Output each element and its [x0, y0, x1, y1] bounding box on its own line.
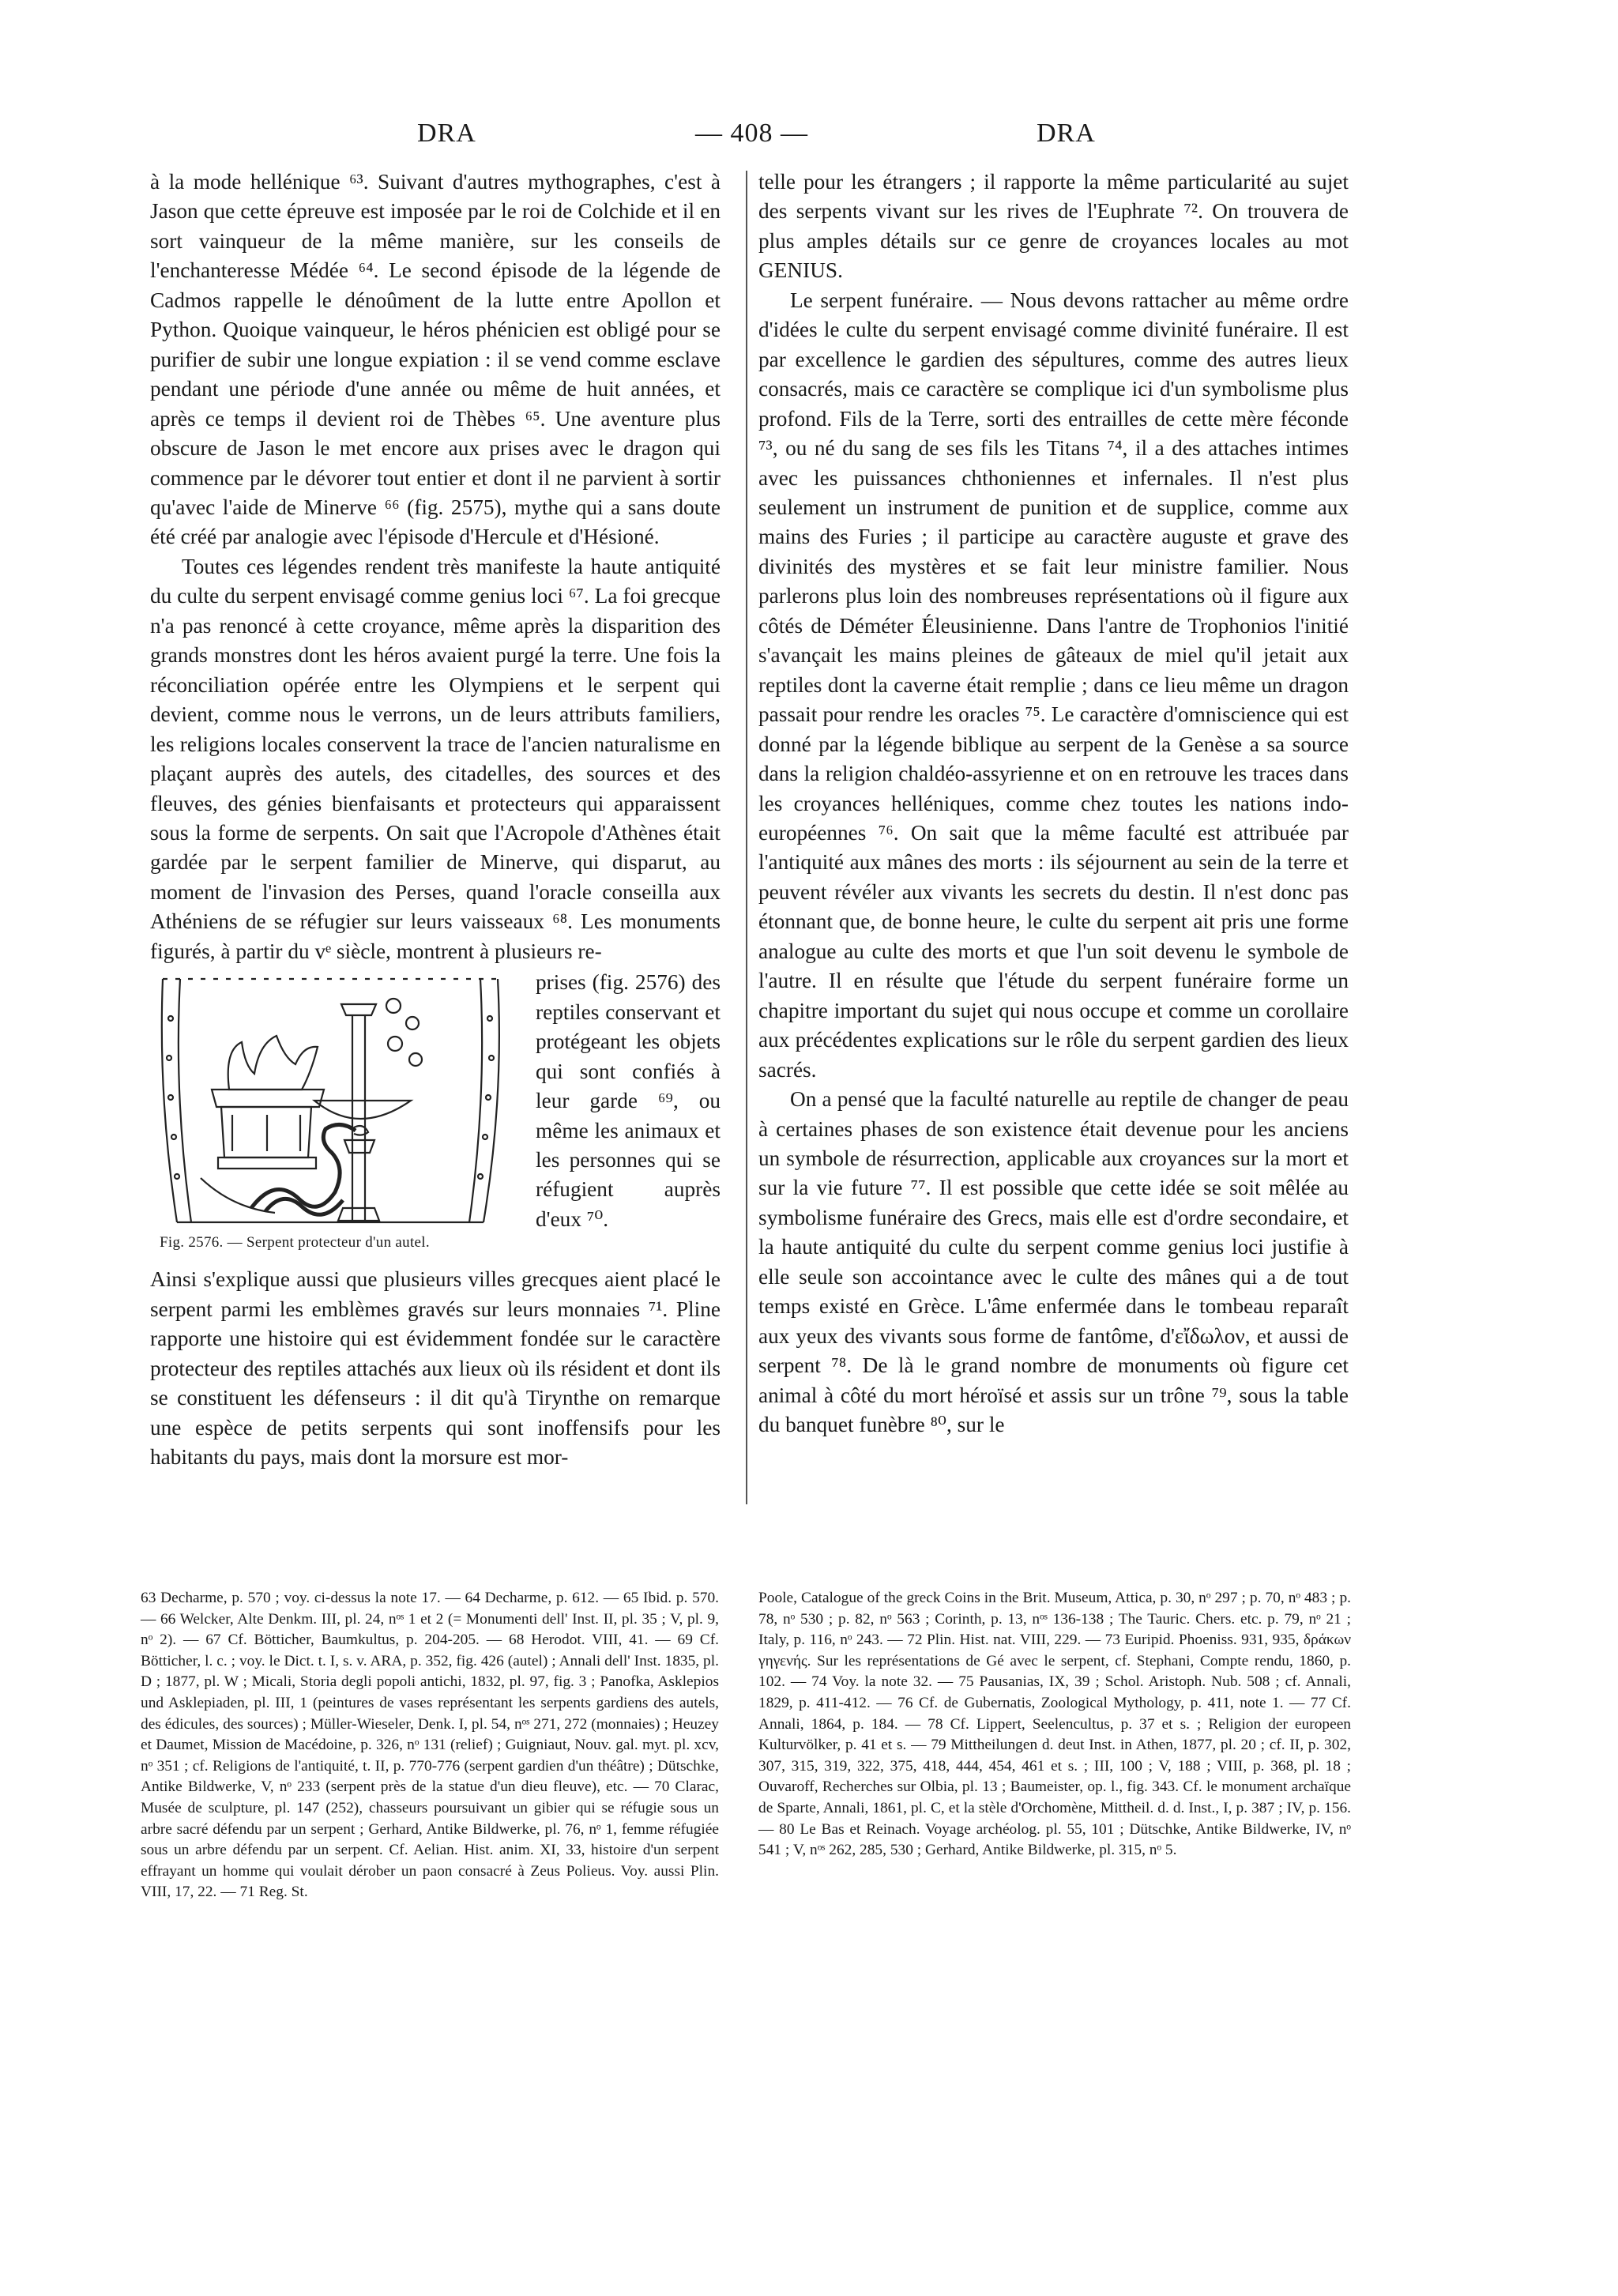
altar-serpent-illustration: [156, 971, 504, 1229]
paragraph: Toutes ces légendes rendent très manifeste la haute antiquité du culte du serpent envisagé comme genius loci ⁶⁷. La foi grecque n'a pas renoncé à cette croyance, même après la disparition des grands monstres dont les héros avaient purgé la terre. Une fois la réconciliation opérée entre les Olympiens et le serpent qui devient, comme nous le verrons, un de leurs attributs familiers, les religions locales conservent la trace de l'ancien naturalisme en plaçant auprès des autels, des citadelles, des sources et des fleuves, des génies bienfaisants et protecteurs qui apparaissent sous la forme de serpents. On sait que l'Acropole d'Athènes était gardée par le serpent familier de Minerve, qui disparut, au moment de l'invasion des Perses, quand l'oracle conseilla aux Athéniens de se réfugier sur leurs vaisseaux ⁶⁸. Les monuments figurés, à partir du vᵉ siècle, montrent à plusieurs re-: [150, 554, 721, 963]
paragraph-wrap-text: prises (fig. 2576) des reptiles conservant et protégeant les objets qui sont confiés à leur garde ⁶⁹, ou même les animaux et les personnes qui se réfugient auprès d'eux ⁷⁰.: [536, 970, 721, 1231]
footnotes-right: Poole, Catalogue of the greck Coins in the Brit. Museum, Attica, p. 30, nᵒ 297 ; p. 70, nᵒ 483 ; p. 78, nᵒ 530 ; p. 82, nᵒ 563 ; Corinth, p. 13, nᵒˢ 136-138 ; The Tauric. Chers. etc. p. 79, nᵒ 21 ; Italy, p. 116, nᵒ 243. — 72 Plin. Hist. nat. VIII, 229. — 73 Euripid. Phoeniss. 931, 935, δράκων γηγενής. Sur les représentations de Gé avec le serpent, cf. Stephani, Compte rendu, 1860, p. 102. — 74 Voy. la note 32. — 75 Pausanias, IX, 39 ; Schol. Aristoph. Nub. 508 ; cf. Annali, 1829, p. 411-412. — 76 Cf. de Gubernatis, Zoological Mythology, p. 411, note 1. — 77 Cf. Annali, 1864, p. 184. — 78 Cf. Lippert, Seelencultus, p. 37 et s. ; Religion der europeen Kulturvölker, p. 41 et s. — 79 Mittheilungen d. deut Inst. in Athen, 1877, pl. 20 ; cf. II, p. 302, 307, 315, 319, 322, 375, 418, 444, 454, 461 et s. ; III, 100 ; V, 188 ; VIII, p. 368, pl. 18 ; Ouvaroff, Recherches sur Olbia, pl. 13 ; Baumeister, op. l., fig. 343. Cf. le monument archaïque de Sparte, Annali, 1861, pl. C, et la stèle d'Orchomène, Mittheil. d. d. Inst., I, p. 387 ; IV, p. 156. — 80 Le Bas et Reinach. Voyage archéolog. pl. 55, 101 ; Dütschke, Antike Bildwerke, IV, nᵒ 541 ; V, nᵒˢ 262, 285, 530 ; Gerhard, Antike Bildwerke, pl. 315, nᵒ 5.: [758, 1590, 1351, 1859]
paragraph: On a pensé que la faculté naturelle au reptile de changer de peau à certaines phases de son existence était devenue pour les anciens un symbole de résurrection, applicable aux croyances sur la mort et sur la vie future ⁷⁷. Il est possible que cette idée se soit mêlée au symbolisme funéraire des Grecs, mais elle est d'ordre secondaire, et la haute antiquité du culte du serpent comme genius loci justifie à elle seule son accointance avec le culte des mânes qui a de tout temps existé en Grèce. L'âme enfermée dans le tombeau reparaît aux yeux des vivants sous forme de fantôme, d'εἴδωλον, et aussi de serpent ⁷⁸. De là le grand nombre de monuments où figure cet animal à côté du mort héroïsé et assis sur un trône ⁷⁹, sous la table du banquet funèbre ⁸⁰, sur le: [758, 1087, 1349, 1437]
figure-caption: Fig. 2576. — Serpent protecteur d'un autel.: [160, 1234, 430, 1252]
figure-2576: [150, 968, 721, 1265]
page-number: — 408 —: [695, 119, 808, 148]
paragraph: Ainsi s'explique aussi que plusieurs villes grecques aient placé le serpent parmi les emblèmes gravés sur leurs monnaies ⁷¹. Pline rapporte une histoire qui est évidemment fondée sur le caractère protecteur des reptiles attachés aux lieux où ils résident et dont ils se constituent les défenseurs : il dit qu'à Tirynthe on remarque une espèce de petits serpents qui sont inoffensifs pour les habitants du pays, mais dont la morsure est mor-: [150, 1267, 721, 1469]
footnotes-left: 63 Decharme, p. 570 ; voy. ci-dessus la note 17. — 64 Decharme, p. 612. — 65 Ibid. p. 570. — 66 Welcker, Alte Denkm. III, pl. 24, nᵒˢ 1 et 2 (= Monumenti dell' Inst. II, pl. 35 ; V, pl. 9, nᵒ 2). — 67 Cf. Bötticher, Baumkultus, p. 204-205. — 68 Herodot. VIII, 41. — 69 Cf. Bötticher, l. c. ; voy. le Dict. t. I, s. v. ARA, p. 352, fig. 426 (autel) ; Annali dell' Inst. 1835, pl. D ; 1877, pl. W ; Micali, Storia degli popoli antichi, 1832, pl. 97, fig. 3 ; Panofka, Asklepios und Asklepiaden, pl. III, 1 (peintures de vases représentant les serpents gardiens des autels, des édicules, des sources) ; Müller-Wieseler, Denk. I, pl. 54, nᵒˢ 271, 272 (monnaies) ; Heuzey et Daumet, Mission de Macédoine, p. 326, nᵒ 131 (relief) ; Guigniaut, Nouv. gal. myt. pl. xcv, nᵒ 351 ; cf. Religions de l'antiquité, t. II, p. 770-776 (serpent gardien d'un théâtre) ; Dütschke, Antike Bildwerke, V, nᵒ 233 (serpent près de la statue d'un dieu fleuve), etc. — 70 Clarac, Musée de sculpture, pl. 147 (252), chasseurs poursuivant un gibier qui se réfugie sous un arbre sacré défendu par un serpent ; Gerhard, Antike Bildwerke, pl. 76, nᵒ 1, femme réfugiée sous un arbre défendu par un serpent. Cf. Aelian. Hist. anim. XI, 33, histoire d'un serpent effrayant un homme qui voulait dérober un paon consacré à Zeus Polieus. Voy. aussi Plin. VIII, 17, 22. — 71 Reg. St.: [141, 1590, 719, 1901]
running-head-right: DRA: [1037, 119, 1096, 148]
column-divider: [746, 171, 747, 1504]
section-paragraph: Le serpent funéraire. — Nous devons rattacher au même ordre d'idées le culte du serpent envisagé comme divinité funéraire. Il est par excellence le gardien des sépultures, comme des autres lieux consacrés, mais ce caractère se complique ici d'un symbolisme plus profond. Fils de la Terre, sorti des entrailles de cette mère féconde ⁷³, ou né du sang de ses fils les Titans ⁷⁴, il a des attaches intimes avec les puissances chthoniennes et infernales. Il n'est plus seulement un instrument de punition et de supplice, comme aux mains des Furies ; il participe au caractère auguste et grave des divinités des mystères et se fait leur ministre familier. Nous parlerons plus loin des nombreuses représentations où il figure aux côtés de Déméter Éleusinienne. Dans l'antre de Trophonios l'initié s'avançait les mains pleines de gâteaux de miel qu'il jetait aux reptiles dont la caverne était remplie ; dans ce lieu même un dragon passait pour rendre les oracles ⁷⁵. Le caractère d'omniscience qui est donné par la légende biblique au serpent de la Genèse a sa source dans la religion chaldéo-assyrienne et on en retrouve les traces dans les croyances helléniques, comme chez toutes les nations indo-européennes ⁷⁶. On sait que la même faculté est attribuée par l'antiquité aux mânes des morts : ils séjournent au sein de la terre et peuvent révéler aux vivants les secrets du destin. Il n'est donc pas étonnant que, de bonne heure, le culte du serpent ait pris une forme analogue au culte des morts et que l'un soit devenu le symbole de l'autre. Il en résulte que l'étude du serpent funéraire forme un chapitre important du sujet qui nous occupe et comme un corollaire aux précédentes explications sur le rôle du serpent gardien des lieux sacrés.: [758, 288, 1349, 1082]
paragraph: à la mode hellénique ⁶³. Suivant d'autres mythographes, c'est à Jason que cette épreuve est imposée par le roi de Colchide et il en sort vainqueur de la même manière, sur les conseils de l'enchanteresse Médée ⁶⁴. Le second épisode de la légende de Cadmos rappelle le dénoûment de la lutte entre Apollon et Python. Quoique vainqueur, le héros phénicien est obligé pour se purifier de subir une longue expiation : il se vend comme esclave pendant une période d'une année ou même de huit années, et après ce temps il devient roi de Thèbes ⁶⁵. Une aventure plus obscure de Jason le met encore aux prises avec le dragon qui commence par le dévorer tout entier et dont il ne parvient à sortir qu'avec l'aide de Minerve ⁶⁶ (fig. 2575), mythe qui a sans doute été créé par analogie avec l'épisode d'Hercule et d'Hésioné.: [150, 170, 721, 549]
left-column: [150, 167, 721, 1472]
running-head-left: DRA: [417, 119, 476, 148]
paragraph: telle pour les étrangers ; il rapporte la même particularité au sujet des serpents vivant sur les rives de l'Euphrate ⁷². On trouvera de plus amples détails sur ce genre de croyances locales au mot GENIUS.: [758, 170, 1349, 283]
right-column: [758, 167, 1349, 1440]
